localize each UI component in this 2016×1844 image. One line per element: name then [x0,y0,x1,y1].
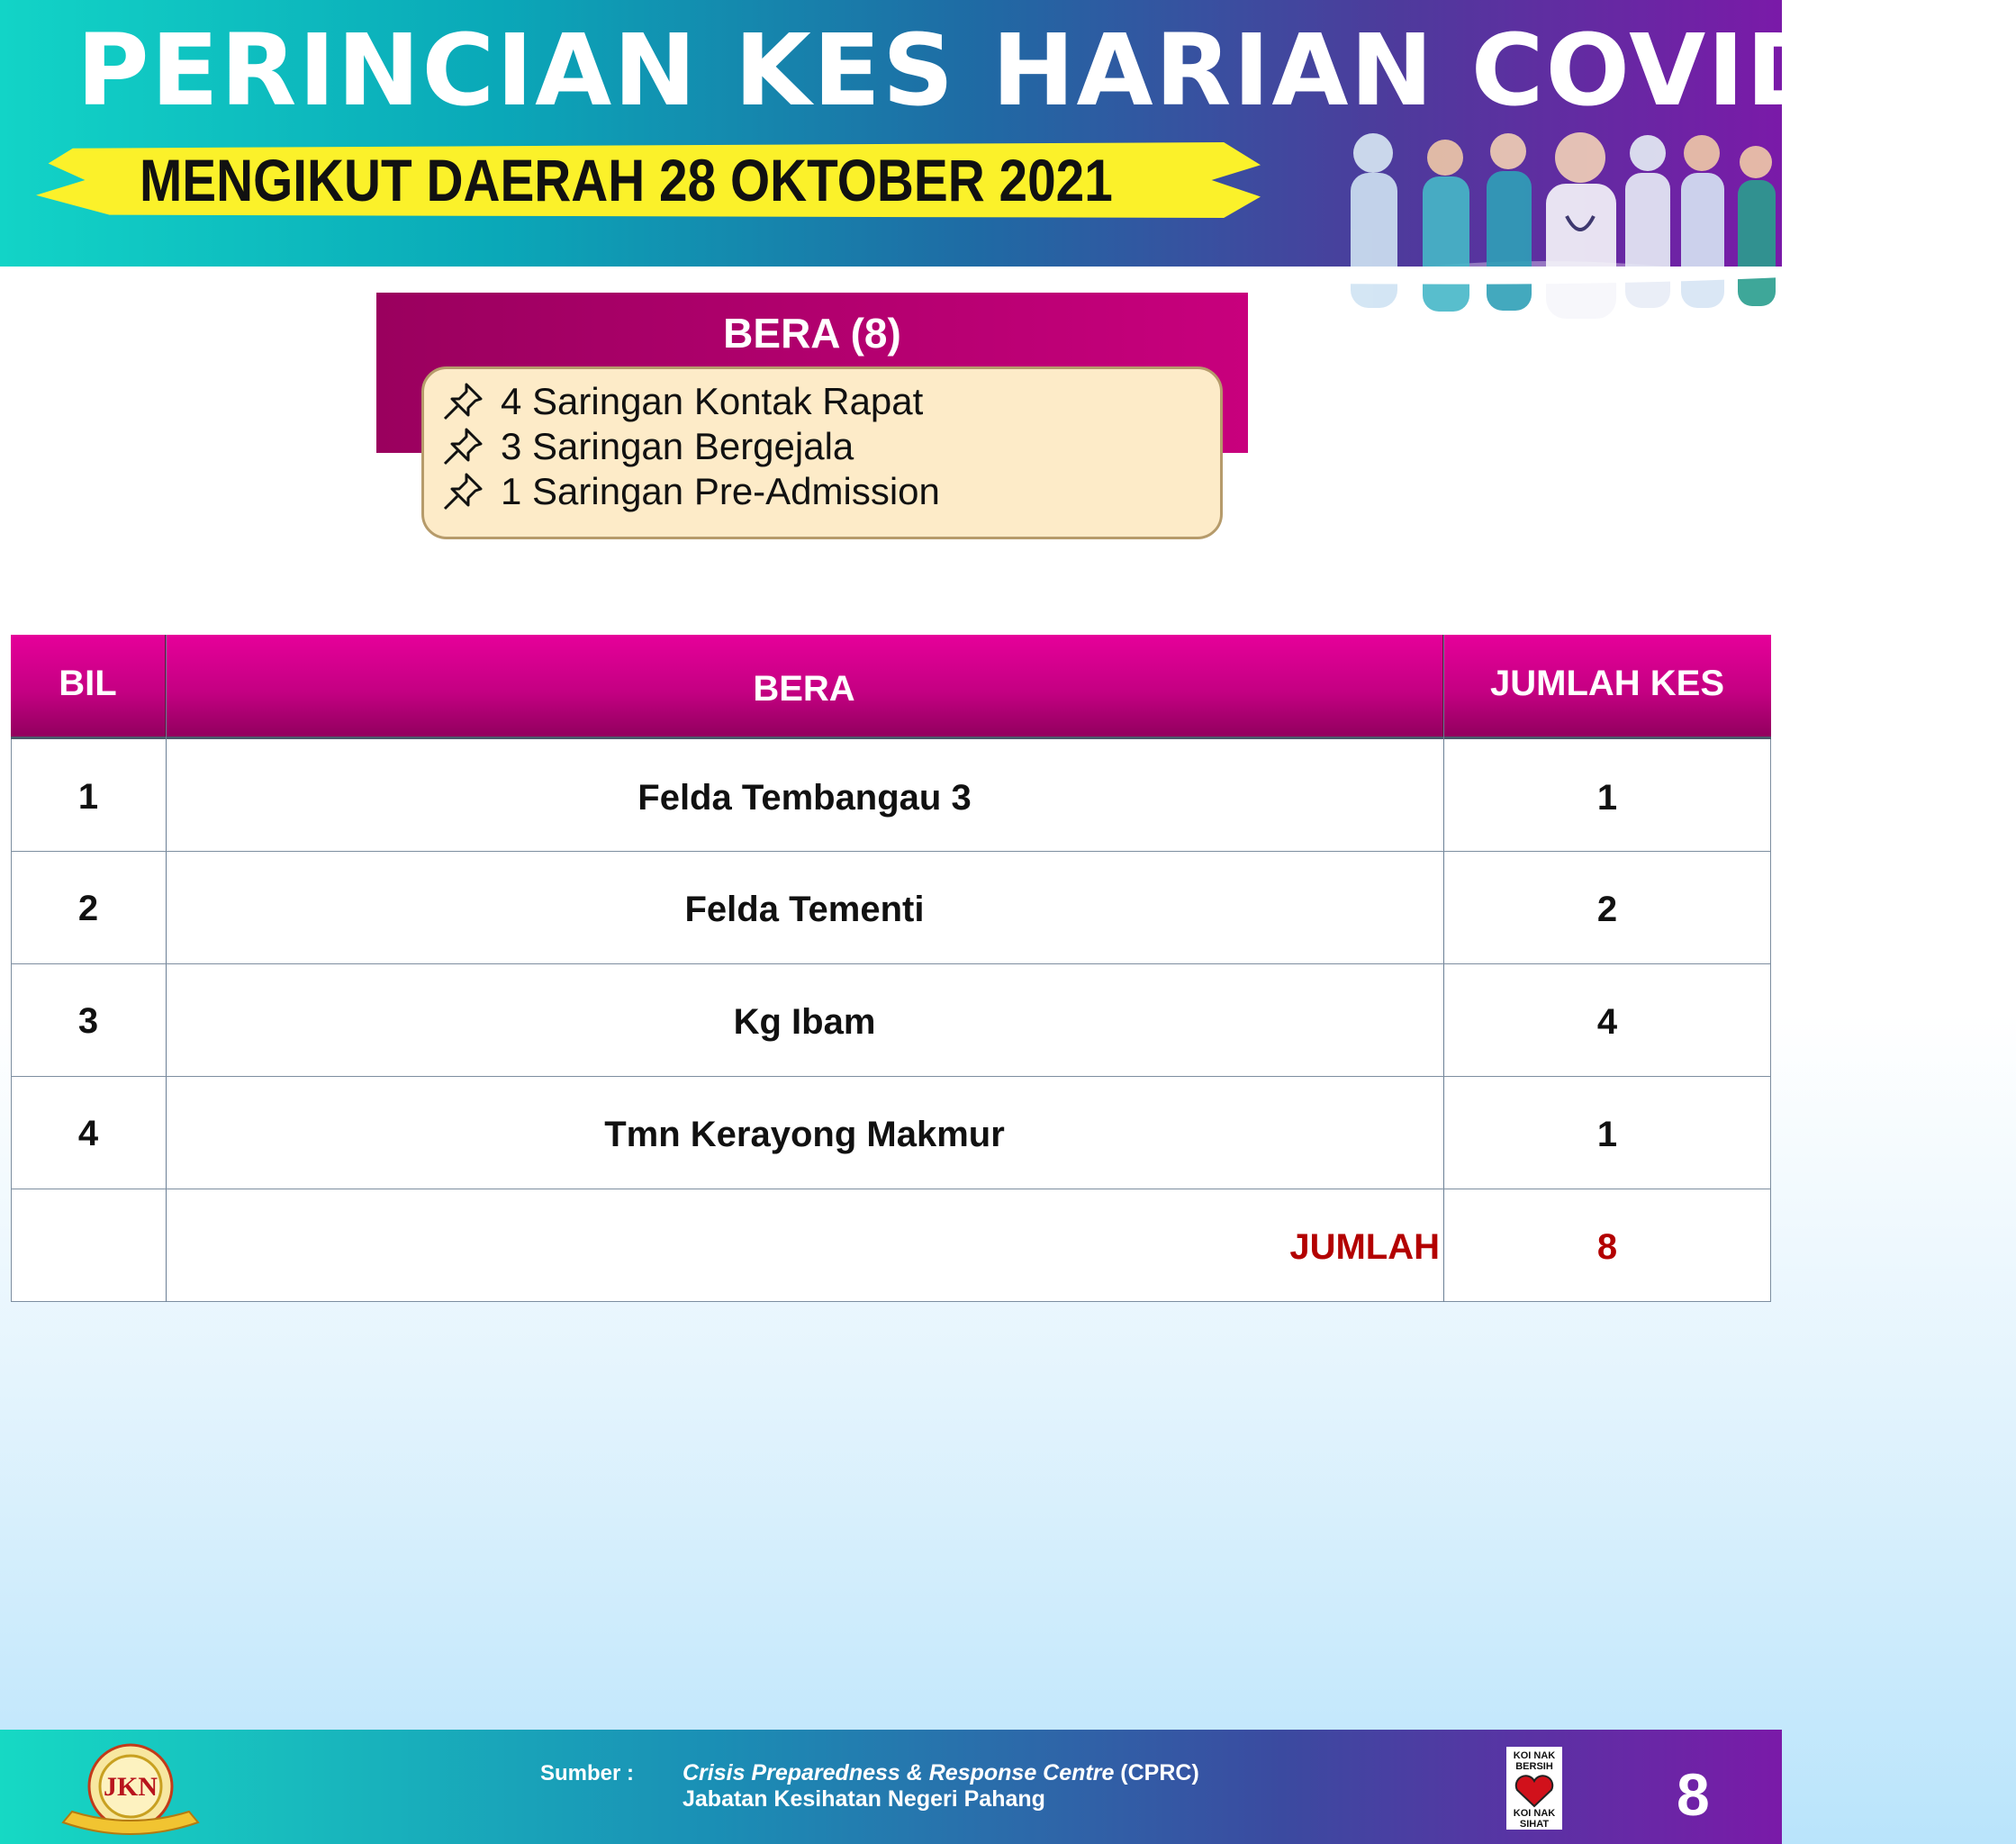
pushpin-icon [439,424,486,469]
summary-item [439,424,854,469]
summary-item-text: 1 Saringan Pre-Admission [501,470,940,512]
source-label: Sumber : [540,1761,635,1785]
table-row-location: Tmn Kerayong Makmur [604,1115,1005,1154]
table-row-bil: 2 [77,889,99,928]
koi-nak-sihat-logo: KOI NAK BERSIH KOI NAK SIHAT [1506,1747,1562,1830]
summary-item-text: 4 Saringan Kontak Rapat [501,380,924,422]
total-value: 8 [1596,1227,1618,1267]
table-row-location: Kg Ibam [733,1002,876,1042]
column-header-district: BERA [166,635,1443,739]
column-divider [166,635,167,1302]
pushpin-icon [439,469,486,514]
table-row-bil: 3 [77,1001,99,1041]
table-row-cases: 4 [1596,1002,1618,1042]
summary-item [439,469,940,514]
table-row-cases: 1 [1596,1115,1618,1154]
row-divider [11,963,1771,964]
column-header-total: JUMLAH KES [1443,635,1771,739]
summary-item-text: 3 Saringan Bergejala [501,425,854,467]
jkn-logo [54,1740,207,1839]
summary-title: BERA (8) [723,310,901,357]
column-header-bil: BIL [11,635,166,739]
row-divider [11,851,1771,852]
summary-item [439,379,923,424]
table-row-location: Felda Tembangau 3 [637,778,972,818]
column-divider [1443,635,1444,1302]
page-number: 8 [1677,1761,1710,1828]
table-row-location: Felda Tementi [684,890,925,929]
table-row-cases: 2 [1596,890,1618,929]
header-divider [11,737,1771,739]
source-department: Jabatan Kesihatan Negeri Pahang [683,1786,1045,1812]
table-row-bil: 1 [77,777,99,817]
row-divider [11,1076,1771,1077]
heart-icon [1514,1774,1555,1808]
page-title: PERINCIAN KES HARIAN COVID-19 [77,13,2016,128]
table-row-bil: 4 [77,1114,99,1153]
page-subtitle: MENGIKUT DAERAH 28 OKTOBER 2021 [140,147,1113,213]
source-organization: Crisis Preparedness & Response Centre (CPRC) [683,1760,1199,1785]
table-row-cases: 1 [1596,778,1618,818]
pushpin-icon [439,379,486,424]
total-label: JUMLAH [1289,1227,1440,1267]
svg-text:JKN: JKN [104,1772,158,1802]
